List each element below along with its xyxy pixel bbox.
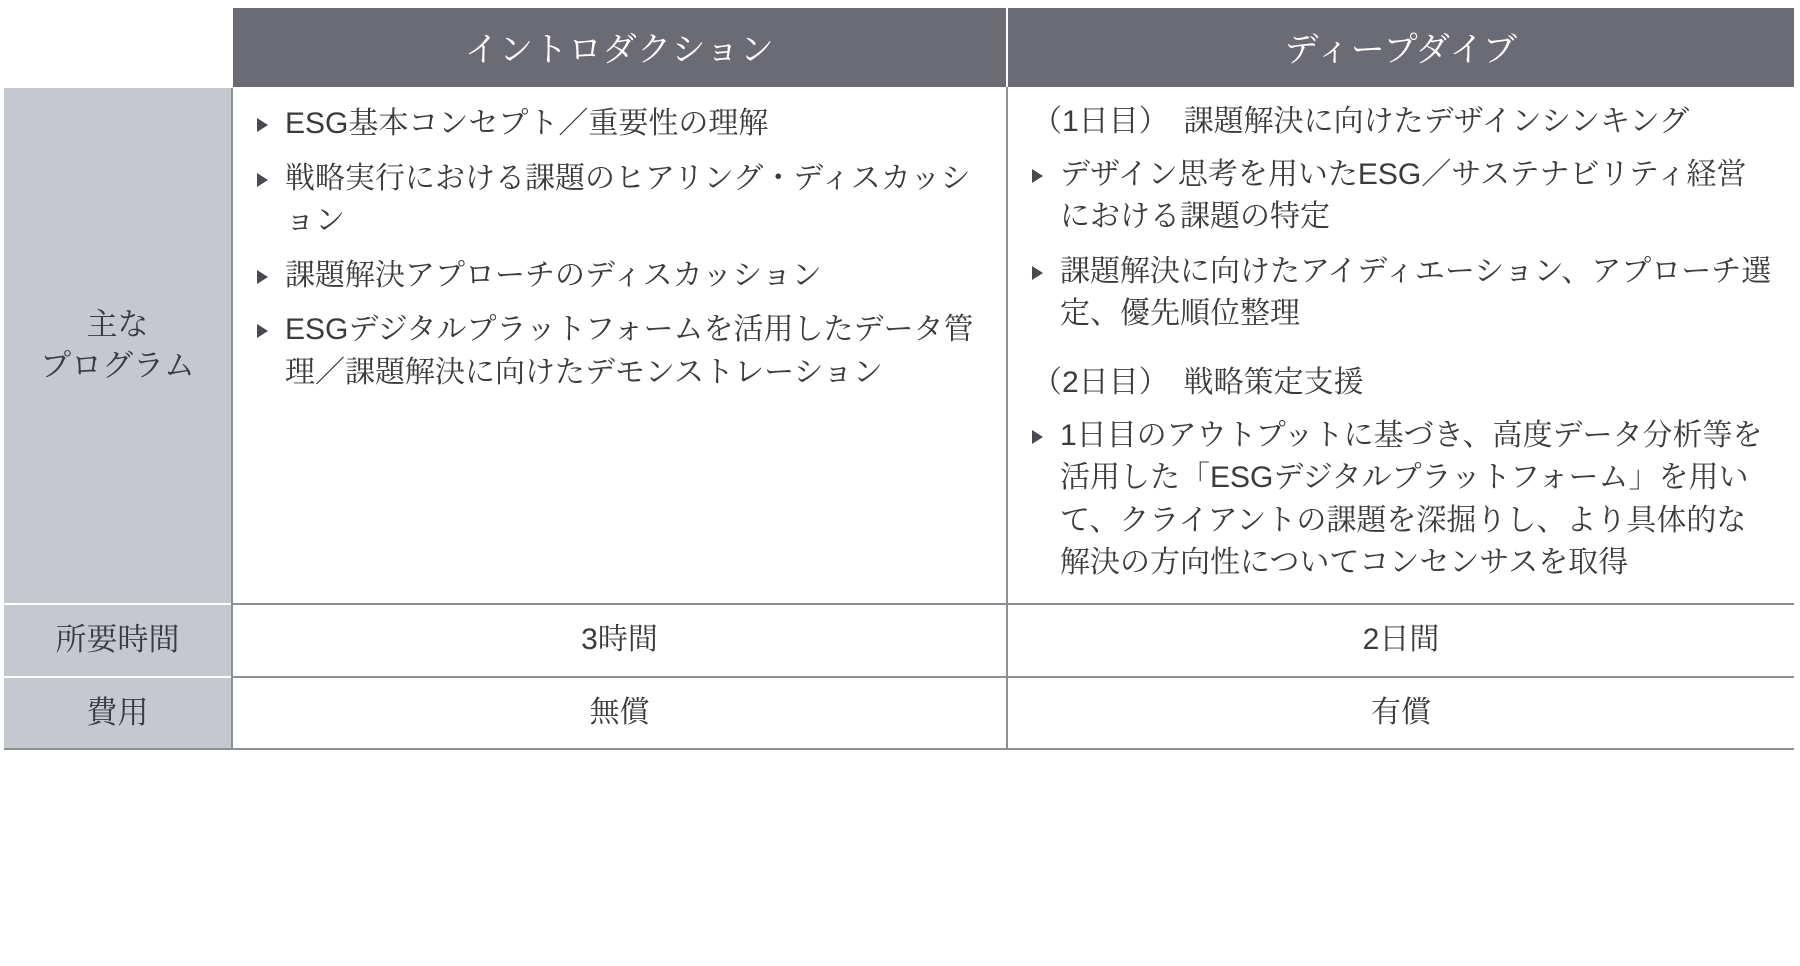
table-row-duration — [4, 604, 1794, 677]
list-item-text: ESG基本コンセプト／重要性の理解 — [285, 107, 769, 140]
list-item-text: 1日目のアウトプットに基づき、高度データ分析等を活用した「ESGデジタルプラットフォーム」を用いて、クライアントの課題を深掘りし、より具体的な解決の方向性についてコンセンサスを取得 — [1060, 418, 1763, 580]
row-label-main-program-line2: プログラム — [40, 348, 195, 384]
list-item-text: デザイン思考を用いたESG／サステナビリティ経営における課題の特定 — [1060, 157, 1747, 234]
list-item-text: 戦略実行における課題のヒアリング・ディスカッション — [285, 161, 971, 238]
list-item — [1026, 154, 1776, 239]
bullet-triangle-icon — [257, 173, 268, 187]
bullet-triangle-icon — [1032, 430, 1043, 444]
table-header-row — [4, 8, 1794, 87]
header-corner-blank — [4, 8, 232, 87]
bullet-triangle-icon — [257, 324, 268, 338]
list-item — [1026, 251, 1776, 336]
cell-deepdive-main-program — [1007, 87, 1794, 604]
table-row-cost — [4, 677, 1794, 750]
cell-deepdive-cost: 有償 — [1007, 677, 1794, 750]
list-item-text: ESGデジタルプラットフォームを活用したデータ管理／課題解決に向けたデモンストレーション — [285, 313, 974, 389]
deepdive-day2-heading: （2日目） 戦略策定支援 — [1032, 365, 1364, 399]
list-item — [251, 255, 988, 298]
list-item — [251, 158, 988, 243]
slide-canvas — [0, 8, 1800, 966]
cell-intro-duration: 3時間 — [232, 604, 1007, 677]
section-gap — [1026, 336, 1776, 362]
row-label-main-program-line1: 主な — [86, 306, 149, 342]
cell-intro-cost: 無償 — [232, 677, 1007, 750]
deepdive-day2-bullet-list — [1026, 415, 1776, 585]
row-label-main-program — [4, 87, 232, 604]
cell-intro-main-program — [232, 87, 1007, 604]
list-item-text: 課題解決アプローチのディスカッション — [285, 258, 822, 292]
bullet-triangle-icon — [257, 270, 268, 284]
program-comparison-table — [4, 8, 1794, 750]
column-header-deepdive: ディープダイブ — [1007, 8, 1794, 87]
bullet-triangle-icon — [1032, 169, 1043, 183]
column-header-introduction: イントロダクション — [232, 8, 1007, 87]
list-item — [251, 103, 988, 146]
table-row-main-program — [4, 87, 1794, 604]
row-label-cost: 費用 — [4, 677, 232, 750]
list-item — [1026, 415, 1776, 585]
cell-deepdive-duration: 2日間 — [1007, 604, 1794, 677]
row-label-duration: 所要時間 — [4, 604, 232, 677]
deepdive-day1-heading: （1日目） 課題解決に向けたデザインシンキング — [1032, 105, 1690, 138]
list-item — [251, 309, 988, 394]
deepdive-day1-bullet-list — [1026, 154, 1776, 336]
bullet-triangle-icon — [1032, 266, 1043, 280]
intro-bullet-list — [251, 103, 988, 395]
bullet-triangle-icon — [257, 118, 268, 132]
list-item-text: 課題解決に向けたアイディエーション、アプローチ選定、優先順位整理 — [1060, 254, 1772, 331]
